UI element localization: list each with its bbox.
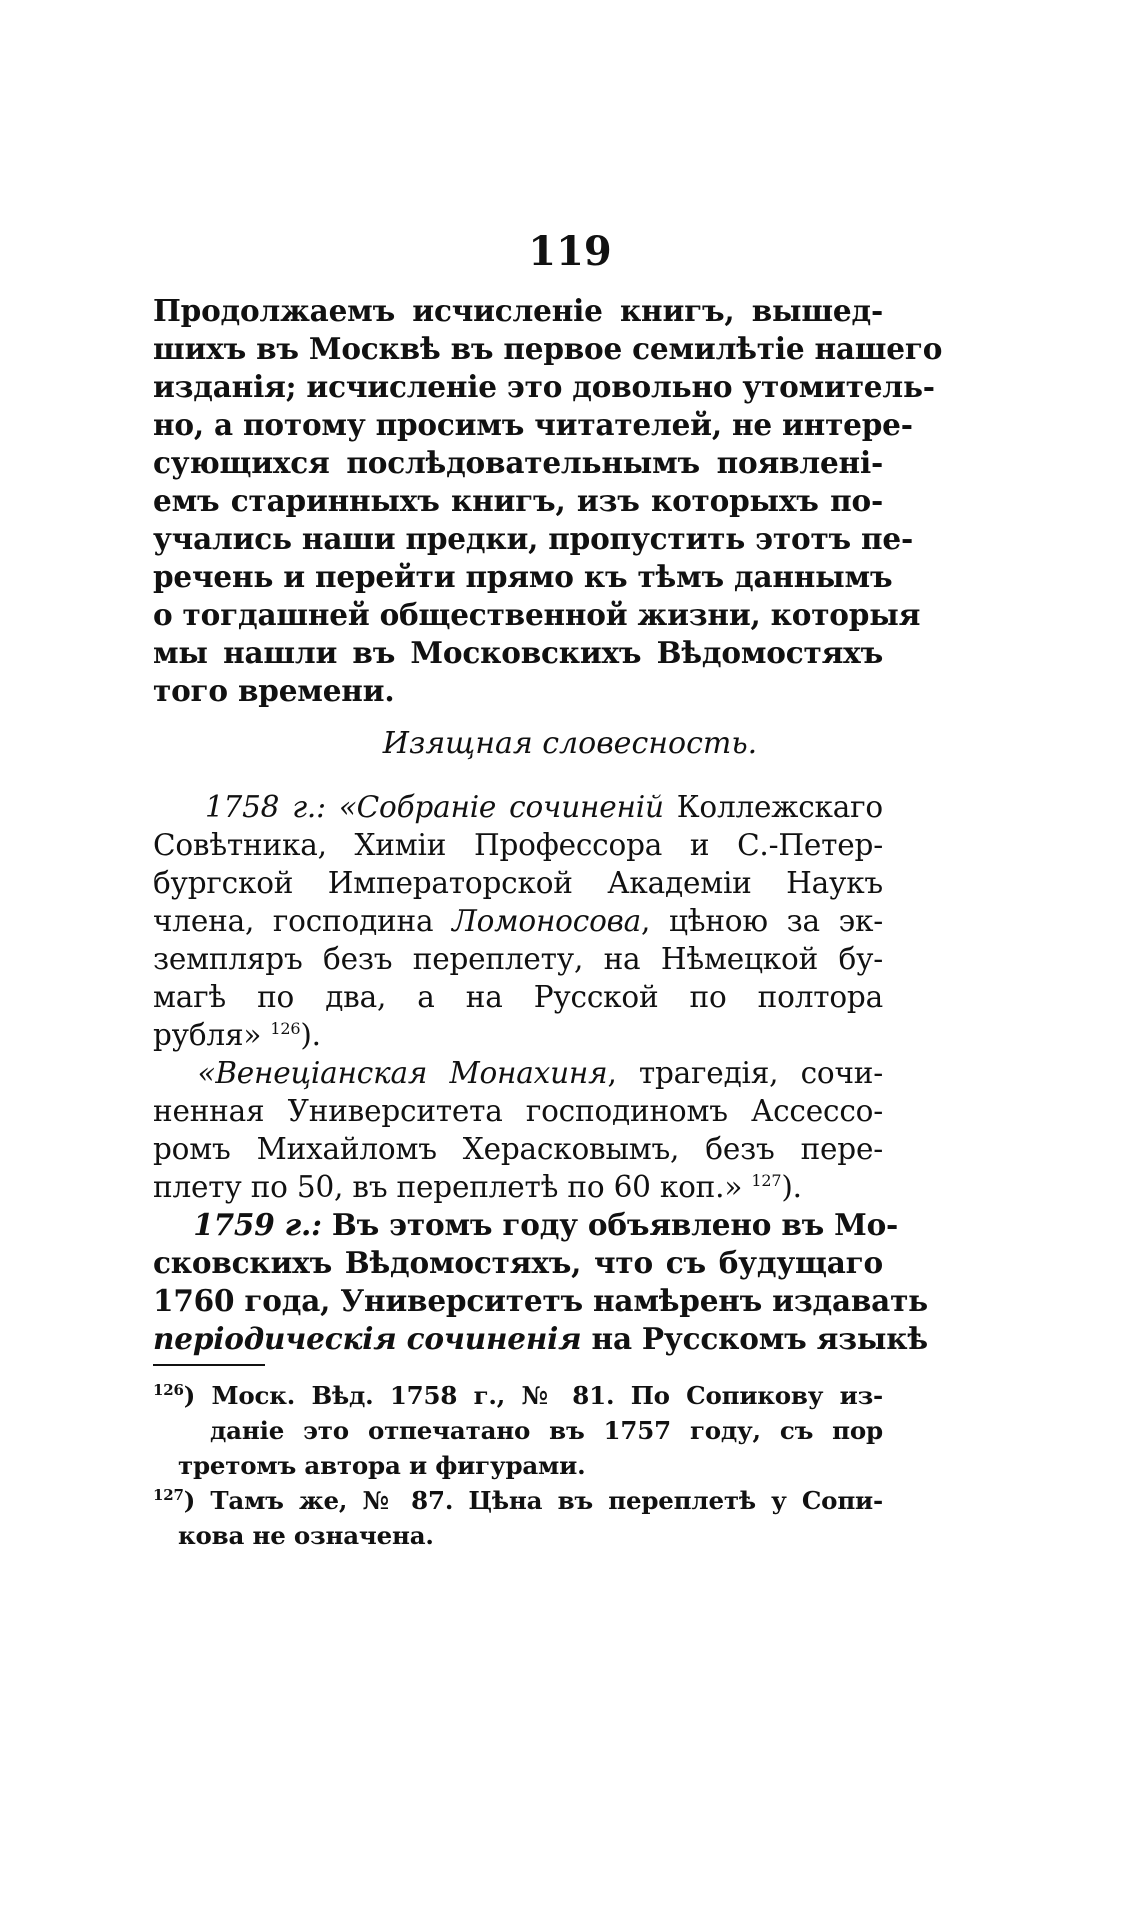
entry-text: ). [300,1018,321,1052]
text-line: но, а потому просимъ читателей, не интере- [153,407,913,442]
entry-line: ненная Университета господиномъ Ассессо- [153,1094,883,1128]
entry-line [153,788,883,826]
entry-text: на Русскомъ языкѣ [591,1321,928,1356]
entry-line: бургской Императорской Академіи Наукъ [153,866,883,900]
text-line: сующихся послѣдовательнымъ появлені- [153,445,883,480]
entry-line [153,1206,899,1244]
book-entries [153,788,928,1358]
text-line: емъ старинныхъ книгъ, изъ которыхъ по- [153,483,883,518]
entry-year: 1759 г.: [193,1207,322,1242]
entry-periodical: періодическія сочиненія [153,1321,582,1356]
text-line: о тогдашней общественной жизни, которыя [153,597,921,632]
entry-text: , цѣною за эк- [641,904,883,938]
footnote-line [153,1518,883,1553]
entry-text: члена, господина [153,904,434,938]
footnote-line [153,1448,883,1483]
text-line: шихъ въ Москвѣ въ первое семилѣтіе нашего [153,331,943,366]
footnote-text: ) Тамъ же, № 87. Цѣна въ переплетѣ у Сопи- [183,1486,883,1515]
text-line: учались наши предки, пропустить этотъ пе- [153,521,914,556]
entry-text: Въ этомъ году объявлено въ Мо- [331,1207,899,1242]
entry-line: сковскихъ Вѣдомостяхъ, что съ будущаго [153,1245,883,1280]
section-heading: Изящная словесность. [382,726,758,761]
entry-line: Совѣтника, Химіи Профессора и С.-Петер- [153,828,883,862]
footnotes [153,1378,883,1553]
entry-line [153,1168,883,1206]
entry-text: рубля» [153,1018,262,1052]
intro-paragraph [153,292,943,710]
footnote-line [153,1378,883,1413]
entry-line: 1760 года, Университетъ намѣренъ издавать [153,1283,928,1318]
page-number: 119 [528,228,612,275]
entry-title: «Собраніе сочиненій [338,790,664,824]
text-line: мы нашли въ Московскихъ Вѣдомостяхъ [153,635,883,670]
text-line: речень и перейти прямо къ тѣмъ даннымъ [153,559,893,594]
text-line: изданія; исчисленіе это довольно утомитель- [153,369,935,404]
entry-text: ). [781,1170,802,1204]
entry-title: «Венеціанская Монахиня [197,1056,608,1090]
entry-line [153,1054,883,1092]
text-line: того времени. [153,673,395,708]
entry-text: Коллежскаго [676,790,883,824]
footnote-separator [153,1364,265,1366]
footnote-text: кова не означена. [178,1521,434,1550]
footnote-mark: 127 [153,1485,184,1504]
footnote-line [153,1483,883,1518]
entry-text: плету по 50, въ переплетѣ по 60 коп.» [153,1170,743,1204]
entry-year: 1758 г.: [204,790,326,824]
entry-text: , трагедія, сочи- [607,1056,883,1090]
entry-line [153,902,883,940]
footnote-text: даніе это отпечатано въ 1757 году, съ пор [210,1416,883,1445]
entry-line [153,1016,883,1054]
entry-author: Ломоносова [452,904,641,938]
footnote-text: ) Моск. Вѣд. 1758 г., № 81. По Сопикову из- [183,1381,883,1410]
entry-line: магѣ по два, а на Русской по полтора [153,980,883,1014]
entry-line [153,1320,928,1358]
entry-line: земпляръ безъ переплету, на Нѣмецкой бу- [153,942,883,976]
entry-line: ромъ Михайломъ Херасковымъ, безъ пере- [153,1132,883,1166]
footnote-line [153,1413,883,1448]
text-line: Продолжаемъ исчисленіе книгъ, вышед- [153,293,883,328]
footnote-ref: 126 [270,1019,301,1039]
footnote-text: третомъ автора и фигурами. [178,1451,586,1480]
footnote-ref: 127 [751,1171,782,1191]
footnote-mark: 126 [153,1380,184,1399]
